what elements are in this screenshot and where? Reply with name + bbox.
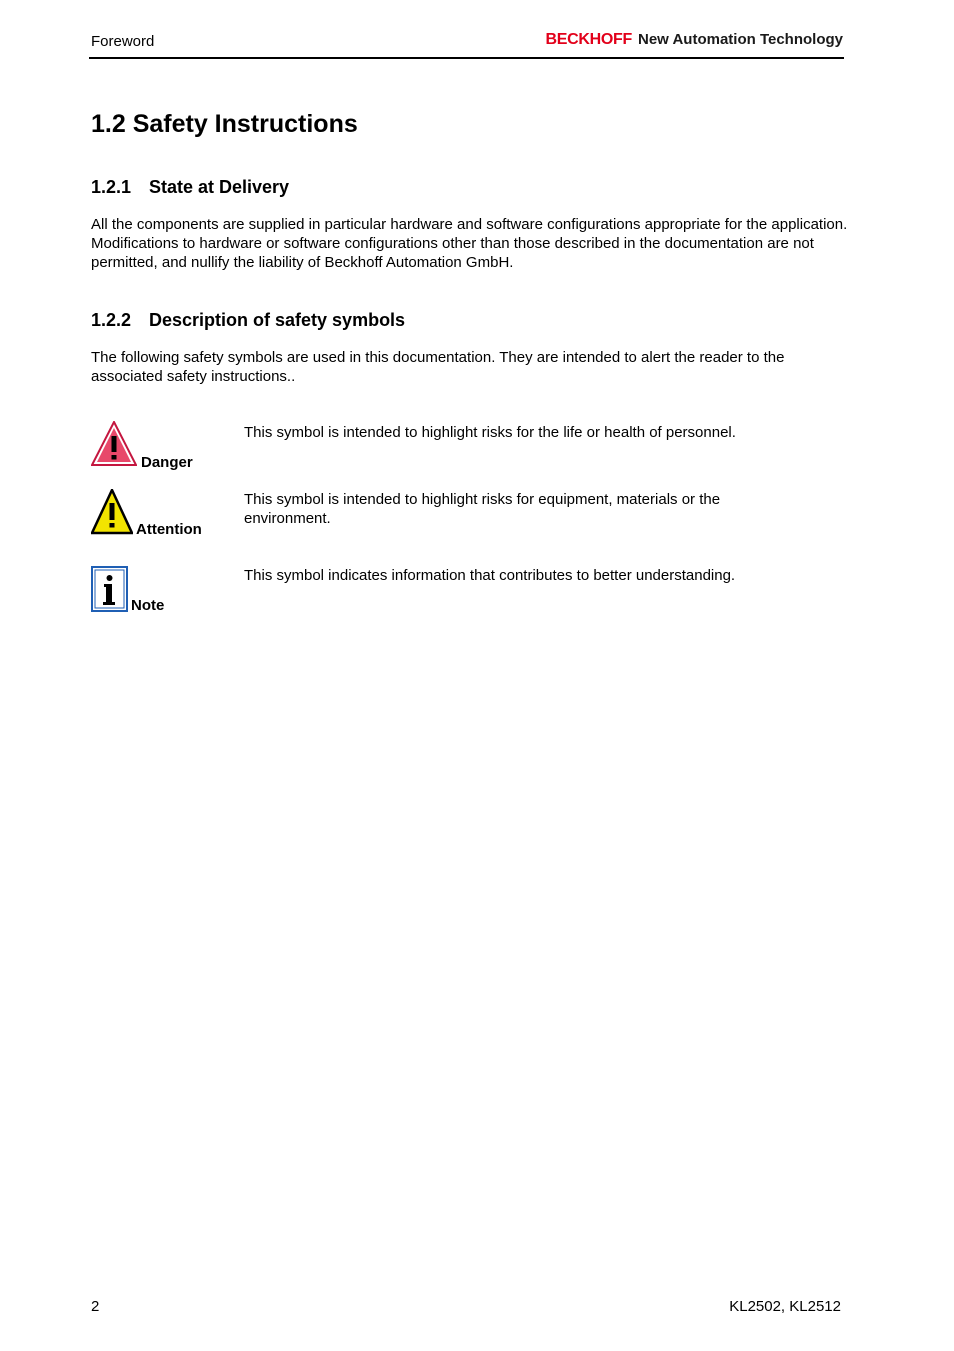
section-number: 1.2.1	[91, 177, 132, 197]
beckhoff-logo	[546, 31, 843, 49]
symbol-label-danger: Danger	[141, 454, 193, 471]
section-number: 1.2.2	[91, 310, 132, 330]
page-number: 2	[91, 1298, 100, 1315]
section-heading-state-at-delivery	[91, 177, 289, 198]
footer-product-name: KL2502, KL2512	[729, 1298, 841, 1315]
section-body-state-at-delivery: All the components are supplied in particular hardware and software configurations appropriate for the application. Modifications to hardware or software configurations other than those described in the documentation are not permitted, and nullify the liability of Beckhoff Automation GmbH.	[91, 216, 848, 271]
symbol-label-note: Note	[131, 597, 165, 614]
symbol-row-note	[91, 566, 851, 626]
info-icon	[91, 566, 128, 612]
symbol-row-danger	[91, 423, 851, 483]
symbol-description-danger: This symbol is intended to highlight risks for the life or health of personnel.	[244, 424, 736, 441]
logo-tagline: New Automation Technology	[638, 31, 843, 48]
section-heading-text: State at Delivery	[149, 177, 290, 197]
logo-brand: BECKHOFF	[545, 31, 632, 48]
symbol-row-attention	[91, 490, 851, 550]
header-divider	[89, 57, 844, 59]
symbol-description-note: This symbol indicates information that contributes to better understanding.	[244, 567, 736, 584]
page-title: 1.2 Safety Instructions	[91, 110, 358, 138]
symbol-label-attention: Attention	[136, 521, 202, 538]
section-body-safety-symbols: The following safety symbols are used in this documentation. They are intended to alert the reader to the associated safety instructions..	[91, 349, 785, 385]
section-heading-text: Description of safety symbols	[149, 310, 406, 330]
section-heading-safety-symbols	[91, 310, 405, 331]
symbol-description-attention: This symbol is intended to highlight risks for equipment, materials or the environment.	[244, 491, 721, 527]
running-header-section: Foreword	[91, 33, 155, 50]
danger-warning-icon	[91, 421, 137, 467]
attention-warning-icon	[91, 489, 133, 535]
